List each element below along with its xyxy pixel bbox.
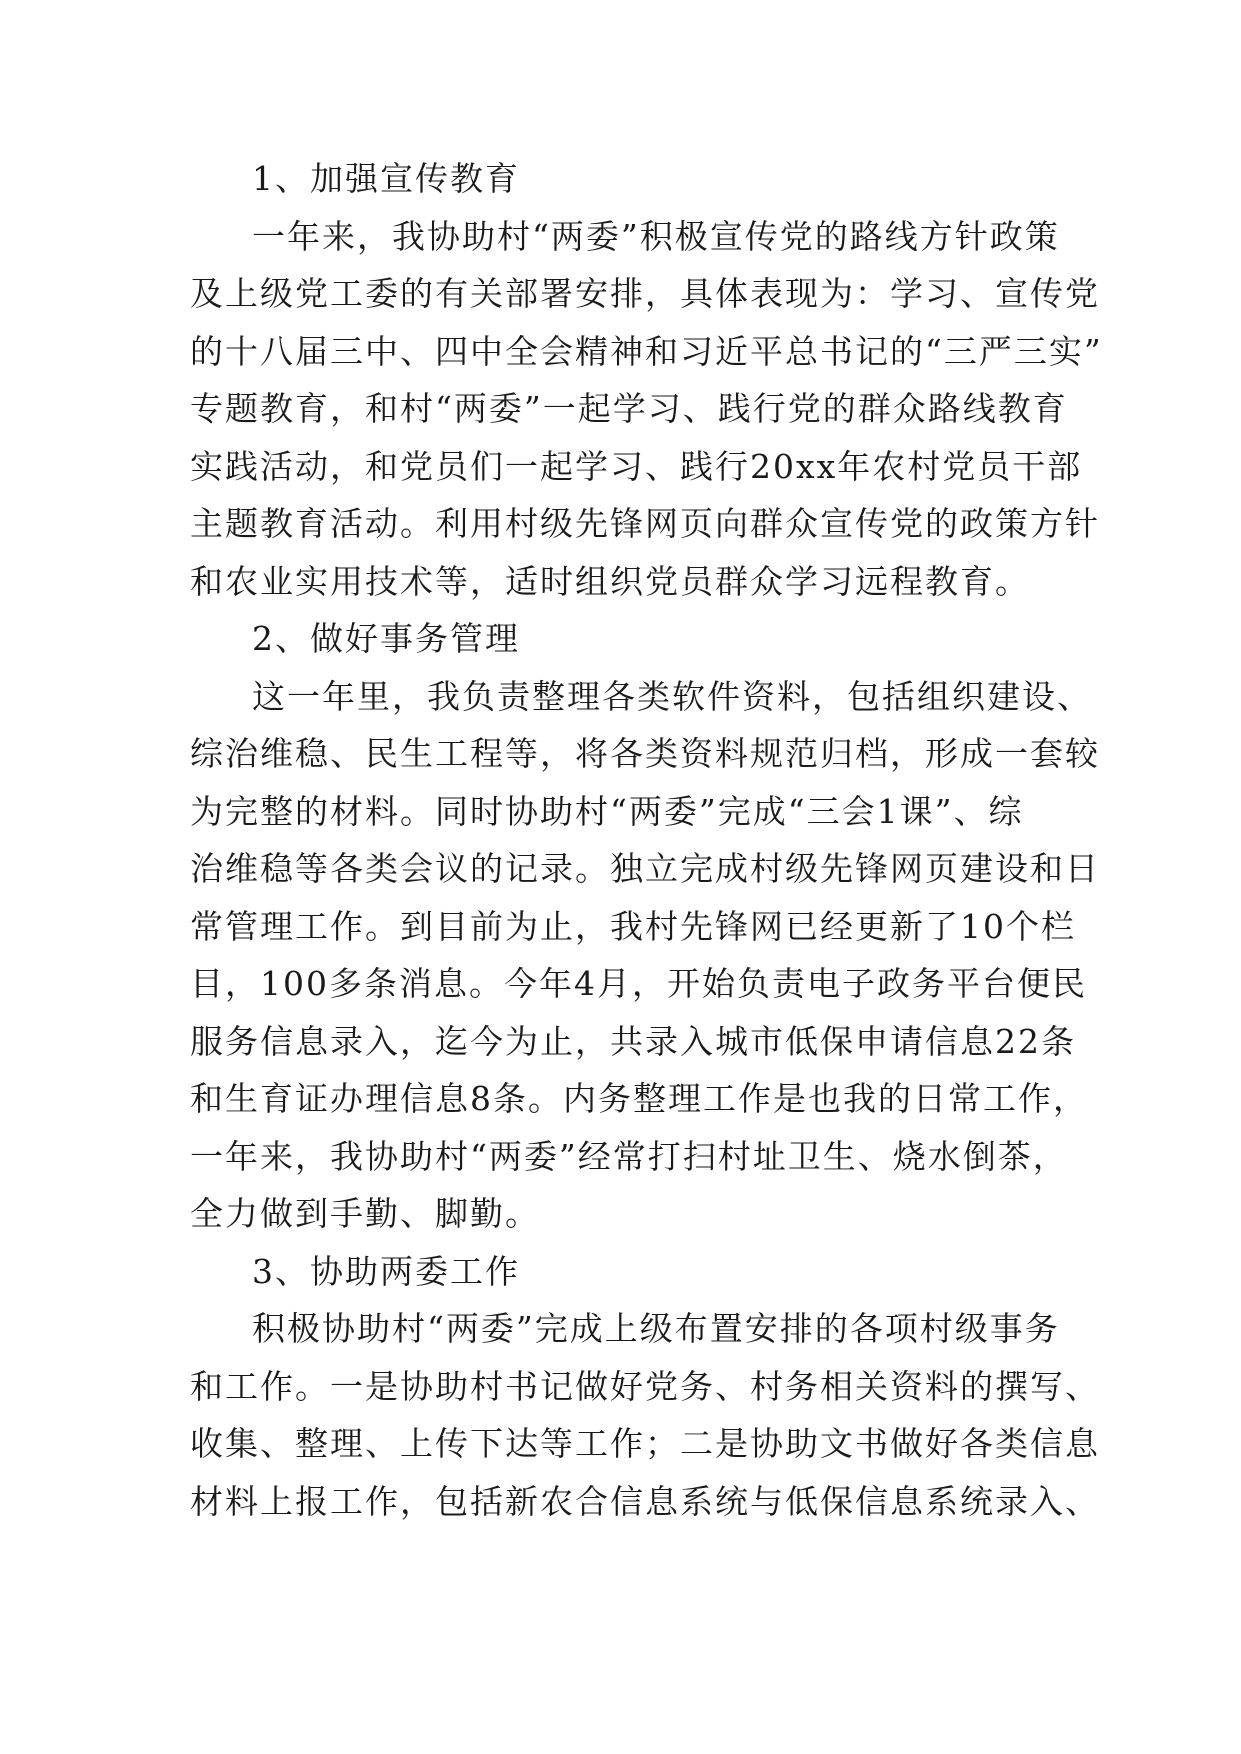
paragraph-line: 和工作。一是协助村书记做好党务、村务相关资料的撰写、 [190,1366,1100,1406]
paragraph-line: 常管理工作。到目前为止，我村先锋网已经更新了10个栏 [190,906,1076,946]
paragraph-line: 治维稳等各类会议的记录。独立完成村级先锋网页建设和日 [190,849,1100,888]
paragraph-line: 积极协助村“两委”完成上级布置安排的各项村级事务 [252,1309,1060,1348]
paragraph-line: 专题教育，和村“两委”一起学习、践行党的群众路线教育 [190,389,1068,428]
paragraph-line: 实践活动，和党员们一起学习、践行20xx年农村党员干部 [190,446,1083,486]
paragraph-line: 一年来，我协助村“两委”经常打扫村址卫生、烧水倒茶， [190,1136,1068,1176]
section-heading: 3、协助两委工作 [252,1251,520,1291]
paragraph-line: 和生育证办理信息8条。内务整理工作是也我的日常工作， [190,1079,1088,1118]
document-body [190,150,1103,1530]
paragraph-line: 材料上报工作，包括新农合信息系统与低保信息系统录入、 [190,1481,1100,1521]
paragraph-line: 一年来，我协助村“两委”积极宣传党的路线方针政策 [252,216,1060,256]
paragraph-line: 这一年里，我负责整理各类软件资料，包括组织建设、 [252,676,1092,716]
paragraph-line: 目，100多条消息。今年4月，开始负责电子政务平台便民 [190,964,1087,1003]
section-heading: 2、做好事务管理 [252,619,520,658]
paragraph-line: 全力做到手勤、脚勤。 [190,1194,540,1233]
paragraph-line: 收集、整理、上传下达等工作；二是协助文书做好各类信息 [190,1424,1100,1463]
section-heading: 1、加强宣传教育 [252,159,520,198]
paragraph-line: 主题教育活动。利用村级先锋网页向群众宣传党的政策方针 [190,504,1100,543]
paragraph-line: 及上级党工委的有关部署安排，具体表现为：学习、宣传党 [190,274,1100,313]
paragraph-line: 和农业实用技术等，适时组织党员群众学习远程教育。 [190,561,1030,601]
paragraph-line: 为完整的材料。同时协助村“两委”完成“三会1课”、综 [190,791,1024,831]
paragraph-line: 服务信息录入，迄今为止，共录入城市低保申请信息22条 [190,1021,1076,1061]
paragraph-line: 的十八届三中、四中全会精神和习近平总书记的“三严三实” [190,331,1103,371]
paragraph-line: 综治维稳、民生工程等，将各类资料规范归档，形成一套较 [190,734,1100,773]
